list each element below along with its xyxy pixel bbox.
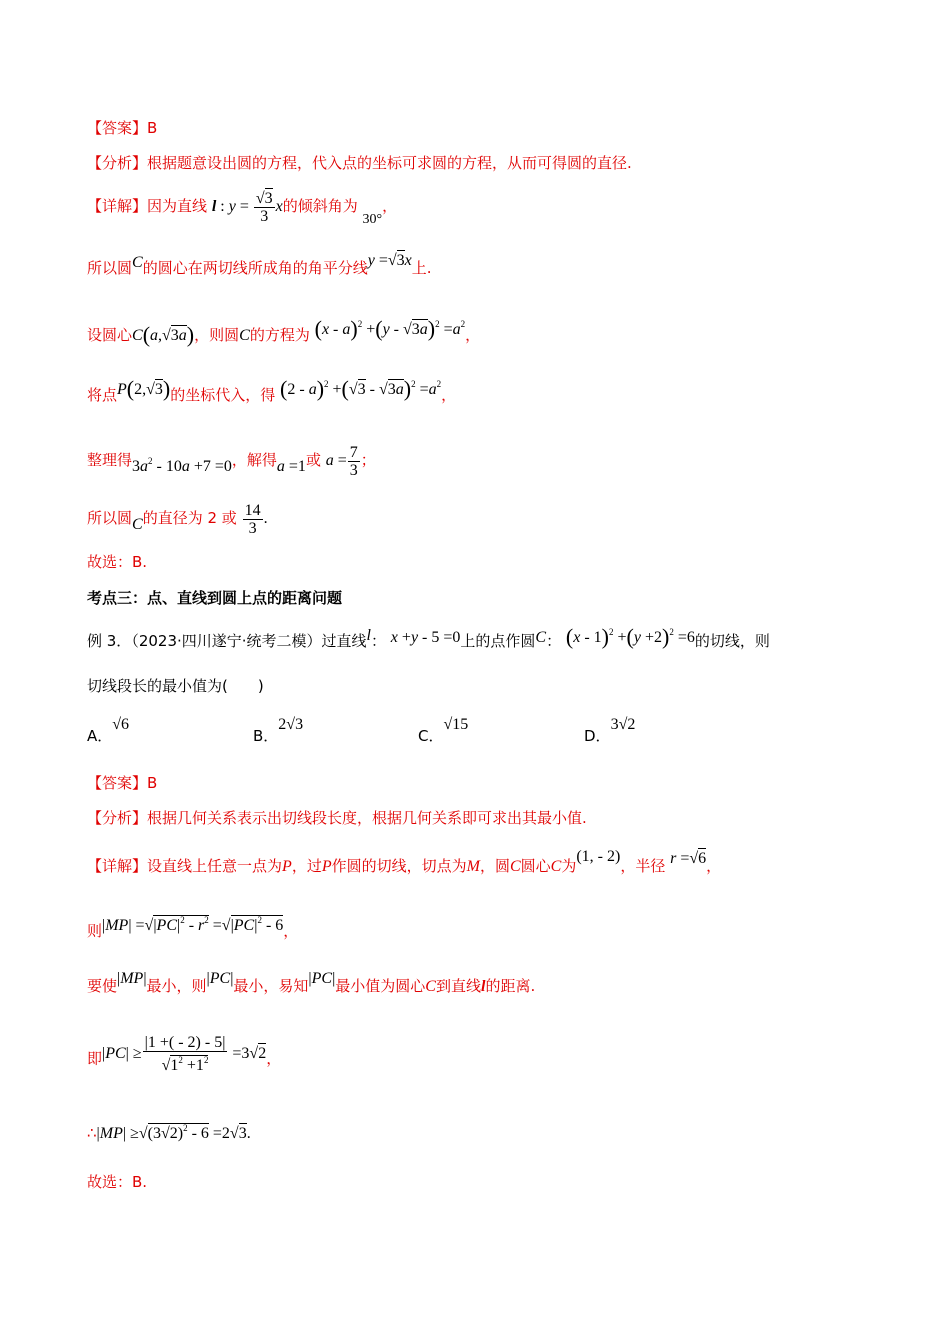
example-question-line-2: 切线段长的最小值为( ) — [87, 677, 264, 695]
answer-value: B — [147, 119, 158, 137]
detail-tag: 【详解】 — [87, 857, 148, 875]
analysis-line-2 — [87, 808, 587, 828]
example-options — [87, 714, 867, 744]
analysis-tag: 【分析】 — [87, 154, 148, 172]
analysis-tag: 【分析】 — [87, 809, 148, 827]
therefore-symbol: ∴ — [87, 1124, 97, 1142]
option-a[interactable]: A．√6 — [87, 716, 130, 745]
answer-line-1 — [87, 118, 157, 138]
example-question-line-1: 例 3．（2023·四川遂宁·统考二模）过直线l： x +y - 5 =0上的点作圆C： $(x - 1)^2 +(y +2)^2 =6$的切线，则 — [87, 624, 770, 650]
detail-line-2-2: 则$|MP| =√|PC|^2 - r^2 =√|PC|^2 - 6$， — [87, 915, 299, 940]
answer-line-2 — [87, 773, 157, 793]
detail-line-2-4: 即|PC| ≥ $\frac{|1 +( - 2) - 5|}{√1^2 +1^2}$ =3√2， — [87, 1034, 282, 1074]
conclusion-2: 故选：B. — [87, 1173, 148, 1191]
detail-tag: 【详解】 — [87, 197, 148, 216]
analysis-text: 根据几何关系表示出切线段长度，根据几何关系即可求出其最小值. — [147, 809, 587, 827]
detail-line-4: 将点P(2,√3)的坐标代入，得 $(2 - a)^2 +(√3 - √3a)^2 =a^2$， — [87, 376, 457, 404]
detail-line-2-3: 要使|MP|最小，则|PC|最小，易知|PC|最小值为圆心C到直线l的距离. — [87, 970, 536, 995]
answer-tag: 【答案】 — [87, 119, 148, 137]
angle-value: 30° — [362, 212, 383, 228]
conclusion-1: 故选：B. — [87, 553, 148, 571]
answer-value: B — [147, 774, 158, 792]
topic-heading: 考点三：点、直线到圆上点的距离问题 — [87, 589, 343, 607]
detail-line-2-5: ∴|MP| $\ge√(3√2)^2 - 6 =2√3$. — [87, 1123, 251, 1142]
detail-line-6: 所以圆C的直径为 2 或 $\frac{14}{3}$ . — [87, 502, 268, 537]
math-line-l: l : y = $\frac{√3}{3}$ x — [211, 190, 283, 225]
detail-line-2: 所以圆C的圆心在两切线所成角的角平分线y =√3x上. — [87, 252, 432, 277]
detail-line-2-1: 【详解】设直线上任意一点为P，过P作圆的切线，切点为M，圆C圆心C为(1, - 2)，半径 r =√6， — [87, 848, 722, 875]
option-c[interactable]: C．√15 — [418, 716, 469, 745]
analysis-text: 根据题意设出圆的方程，代入点的坐标可求圆的方程，从而可得圆的直径. — [147, 154, 632, 172]
analysis-line-1 — [87, 153, 632, 173]
example-label: 例 3． — [87, 632, 132, 650]
option-b[interactable]: B．2√3 — [253, 716, 304, 745]
detail-line-1: 【详解】因为直线 l : y = $\frac{√3}{3}$ x的倾斜角为 30°， — [87, 190, 398, 228]
example-source: （2023·四川遂宁·统考二模） — [131, 632, 322, 650]
answer-tag: 【答案】 — [87, 774, 148, 792]
option-d[interactable]: D．3√2 — [584, 716, 636, 745]
detail-line-5: 整理得$3a^2 - 10a +7 =0$，解得a =1或 a = $\frac{7}{3}$ ； — [87, 444, 376, 479]
detail-line-3: 设圆心C(a,√3a)，则圆C的方程为 $(x - a)^2 +(y - √3a)^2 =a^2$， — [87, 316, 481, 347]
